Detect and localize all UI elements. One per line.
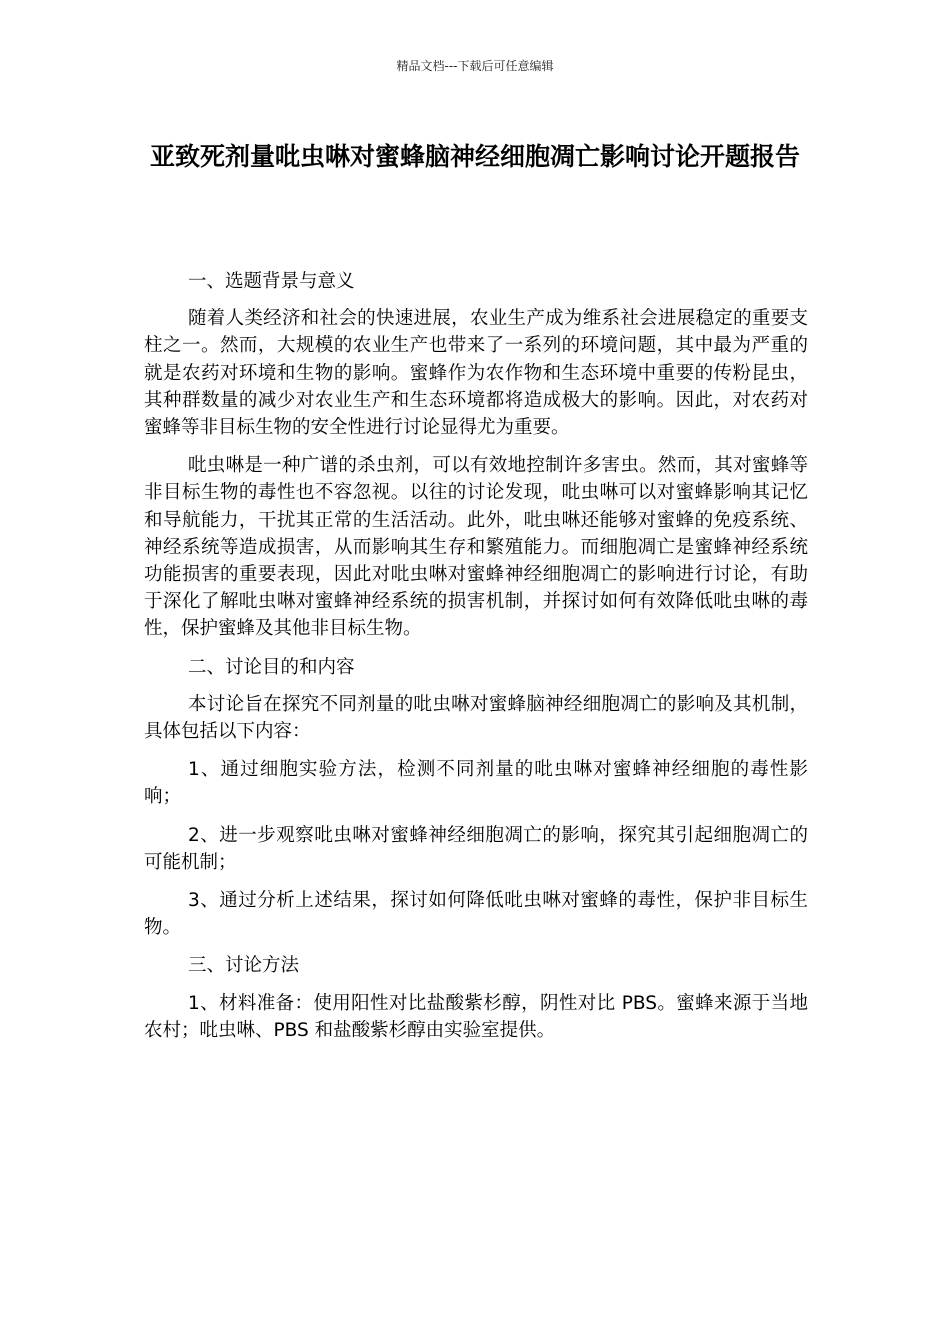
section-objectives bbox=[144, 654, 808, 942]
paragraph: 本讨论旨在探究不同剂量的吡虫啉对蜜蜂脑神经细胞凋亡的影响及其机制，具体包括以下内容： bbox=[144, 693, 808, 743]
paragraph: 随着人类经济和社会的快速进展，农业生产成为维系社会进展稳定的重要支柱之一。然而，大规模的农业生产也带来了一系列的环境问题，其中最为严重的就是农药对环境和生物的影响。蜜蜂作为农作物和生态环境中重要的传粉昆虫，其种群数量的减少对农业生产和生态环境都将造成极大的影响。因此，对农药对蜜蜂等非目标生物的安全性进行讨论显得尤为重要。 bbox=[144, 308, 808, 439]
document-body bbox=[144, 268, 808, 1055]
section-background bbox=[144, 268, 808, 643]
list-item: 2、进一步观察吡虫啉对蜜蜂神经细胞凋亡的影响，探究其引起细胞凋亡的可能机制； bbox=[144, 824, 808, 873]
paragraph: 吡虫啉是一种广谱的杀虫剂，可以有效地控制许多害虫。然而，其对蜜蜂等非目标生物的毒性也不容忽视。以往的讨论发现，吡虫啉可以对蜜蜂影响其记忆和导航能力，干扰其正常的生活活动。此外，吡虫啉还能够对蜜蜂的免疫系统、神经系统等造成损害，从而影响其生存和繁殖能力。而细胞凋亡是蜜蜂神经系统功能损害的重要表现，因此对吡虫啉对蜜蜂神经细胞凋亡的影响进行讨论，有助于深化了解吡虫啉对蜜蜂神经系统的损害机制，并探讨如何有效降低吡虫啉的毒性，保护蜜蜂及其他非目标生物。 bbox=[144, 455, 808, 640]
list-item: 1、通过细胞实验方法，检测不同剂量的吡虫啉对蜜蜂神经细胞的毒性影响； bbox=[144, 759, 808, 808]
section-methods bbox=[144, 952, 808, 1044]
section-heading: 三、讨论方法 bbox=[188, 955, 300, 977]
section-heading: 一、选题背景与意义 bbox=[188, 271, 355, 292]
document-title: 亚致死剂量吡虫啉对蜜蜂脑神经细胞凋亡影响讨论开题报告 bbox=[149, 142, 800, 171]
list-item: 3、通过分析上述结果，探讨如何降低吡虫啉对蜜蜂的毒性，保护非目标生物。 bbox=[144, 890, 808, 939]
section-heading: 二、讨论目的和内容 bbox=[188, 656, 355, 678]
page-header: 精品文档---下载后可任意编辑 bbox=[396, 59, 554, 73]
list-item: 1、材料准备：使用阳性对比盐酸紫杉醇，阴性对比 PBS。蜜蜂来源于当地农村；吡虫啉、PBS 和盐酸紫杉醇由实验室提供。 bbox=[144, 992, 808, 1041]
